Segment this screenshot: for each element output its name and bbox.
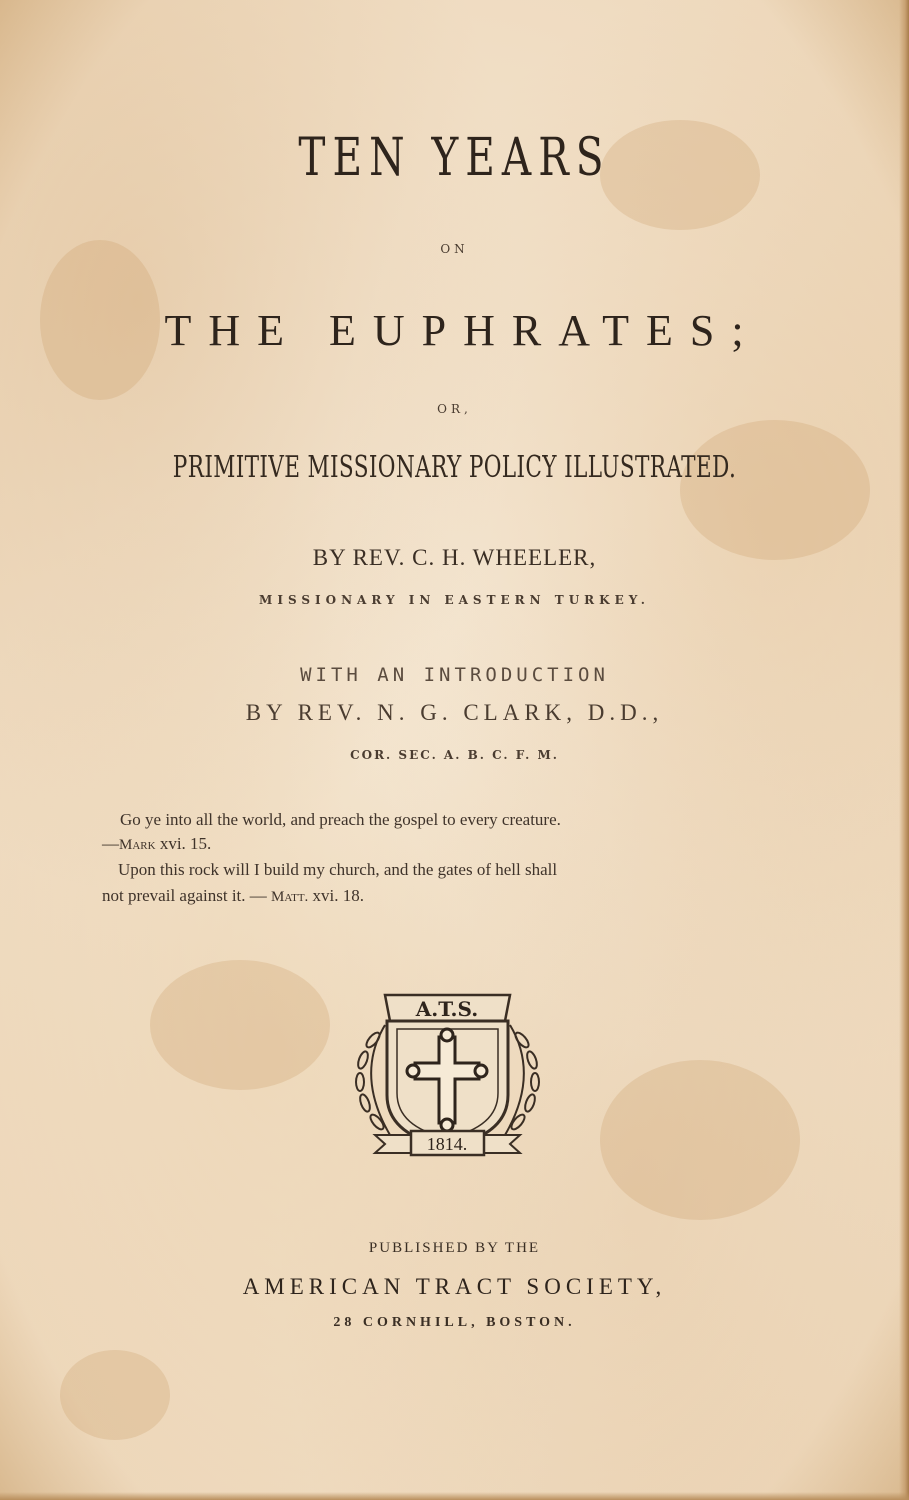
epigraph-ref-verse: xvi. 18. [308, 886, 365, 905]
epigraph-reference-mark [102, 834, 211, 854]
epigraph-ref-book: Matt. [271, 889, 309, 905]
title-connector-on: ON [440, 242, 469, 256]
author-line: BY REV. C. H. WHEELER, [312, 545, 597, 570]
epigraph-line: Upon this rock will I build my church, and the gates of hell shall [118, 860, 558, 879]
title-line-euphrates: THE EUPHRATES; [164, 306, 761, 355]
epigraph-text: not prevail against it. — [102, 886, 272, 905]
epigraph-line: Go ye into all the world, and preach the gospel to every creature. [120, 810, 561, 829]
page-edge-right [899, 0, 909, 1500]
foxing-stain [680, 420, 870, 560]
imprint-publisher: AMERICAN TRACT SOCIETY, [242, 1274, 667, 1299]
title-connector-or: OR, [437, 402, 472, 416]
seal-year: 1814. [426, 1134, 468, 1154]
introduction-author-role: COR. SEC. A. B. C. F. M. [350, 748, 559, 762]
imprint-address: 28 CORNHILL, BOSTON. [333, 1315, 576, 1330]
foxing-stain [60, 1350, 170, 1440]
seal-banner-text: A.T.S. [415, 997, 479, 1021]
introduction-author: BY REV. N. G. CLARK, D.D., [245, 700, 664, 725]
title-line-ten-years: TEN YEARS [298, 128, 611, 188]
laurel-left-icon [356, 1025, 390, 1135]
epigraph-ref-book: Mark [119, 837, 156, 853]
introduction-line: WITH AN INTRODUCTION [300, 664, 609, 686]
page-edge-bottom [0, 1492, 909, 1500]
foxing-stain [600, 1060, 800, 1220]
imprint-published-by: PUBLISHED BY THE [368, 1240, 541, 1256]
subtitle: PRIMITIVE MISSIONARY POLICY ILLUSTRATED. [172, 450, 737, 485]
epigraph-dash: — [102, 834, 119, 853]
author-role: MISSIONARY IN EASTERN TURKEY. [259, 593, 650, 607]
epigraph-ref-verse: xvi. 15. [155, 834, 212, 853]
epigraph-reference-matt [102, 886, 364, 906]
laurel-right-icon [505, 1025, 539, 1135]
foxing-stain [150, 960, 330, 1090]
ats-seal-emblem [345, 985, 550, 1160]
